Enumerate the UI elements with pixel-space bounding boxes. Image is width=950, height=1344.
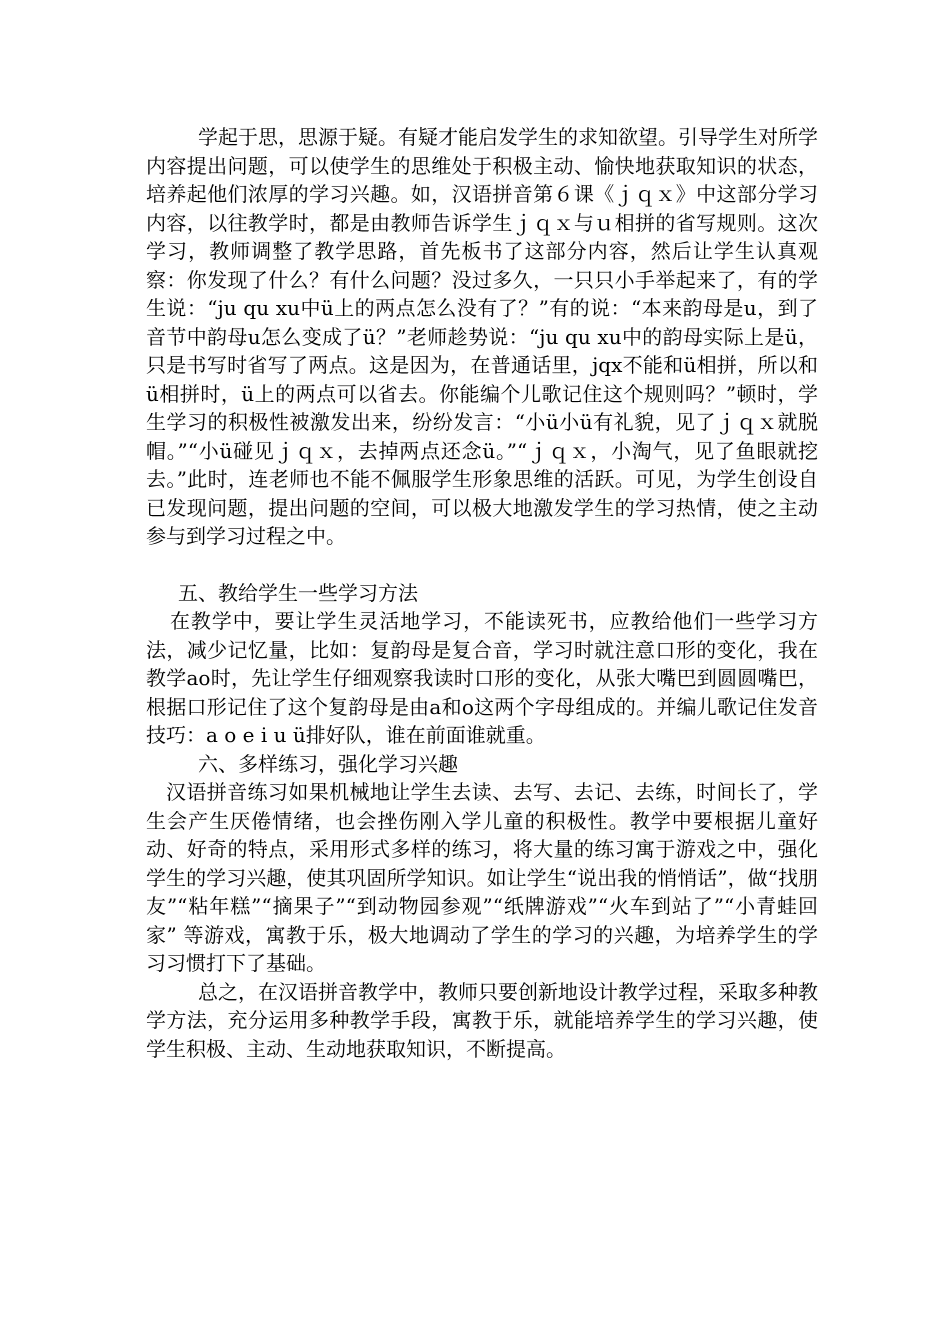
- section-5-heading: 五、教给学生一些学习方法: [178, 580, 418, 605]
- section-6-paragraph: 汉语拼音练习如果机械地让学生去读、去写、去记、去练，时间长了，学生会产生厌倦情绪，也会挫伤刚入学儿童的积极性。教学中要根据儿童好动、好奇的特点，采用形式多样的练习，将大量的练习寓于游戏之中，强化学生的学习兴趣，使其巩固所学知识。如让学生“说出我的悄悄话”，做“找朋友”“粘年糕”“摘果子”“到动物园参观”“纸牌游戏”“火车到站了”“小青蛙回家” 等游戏，寓教于乐，极大地调动了学生的学习的兴趣，为培养学生的学习习惯打下了基础。: [146, 780, 818, 975]
- section-6-heading: 六、多样练习，强化学习兴趣: [198, 751, 458, 776]
- intro-paragraph: 学起于思，思源于疑。有疑才能启发学生的求知欲望。引导学生对所学内容提出问题，可以使学生的思维处于积极主动、愉快地获取知识的状态，培养起他们浓厚的学习兴趣。如，汉语拼音第６课《ｊｑｘ》中这部分学习内容，以往教学时，都是由教师告诉学生ｊｑｘ与ｕ相拼的省写规则。这次学习，教师调整了教学思路，首先板书了这部分内容，然后让学生认真观察：你发现了什么？有什么问题？没过多久，一只只小手举起来了，有的学生说：“ju qu xu中ü上的两点怎么没有了？”有的说：“本来韵母是u，到了音节中韵母u怎么变成了ü？”老师趁势说：“ju qu xu中的韵母实际上是ü，只是书写时省写了两点。这是因为，在普通话里，jqx不能和ü相拼，所以和ü相拼时，ü上的两点可以省去。你能编个儿歌记住这个规则吗？”顿时，学生学习的积极性被激发出来，纷纷发言：“小ü小ü有礼貌，见了ｊｑｘ就脱帽。”“小ü碰见ｊｑｘ，去掉两点还念ü。”“ｊｑｘ，小淘气，见了鱼眼就挖去。”此时，连老师也不能不佩服学生形象思维的活跃。可见，为学生创设自已发现问题，提出问题的空间，可以极大地激发学生的学习热情，使之主动参与到学习过程之中。: [146, 125, 818, 548]
- conclusion-paragraph: 总之，在汉语拼音教学中，教师只要创新地设计教学过程，采取多种教学方法，充分运用多种教学手段，寓教于乐，就能培养学生的学习兴趣，使学生积极、主动、生动地获取知识，不断提高。: [146, 979, 818, 1061]
- document-body: [146, 123, 818, 1063]
- section-5-paragraph: 在教学中，要让学生灵活地学习，不能读死书，应教给他们一些学习方法，减少记忆量，比如：复韵母是复合音，学习时就注意口形的变化，我在教学ao时，先让学生仔细观察我读时口形的变化，从张大嘴巴到圆圆嘴巴，根据口形记住了这个复韵母是由a和o这两个字母组成的。并编儿歌记住发音技巧：a o e i u ü排好队，谁在前面谁就重。: [146, 609, 818, 747]
